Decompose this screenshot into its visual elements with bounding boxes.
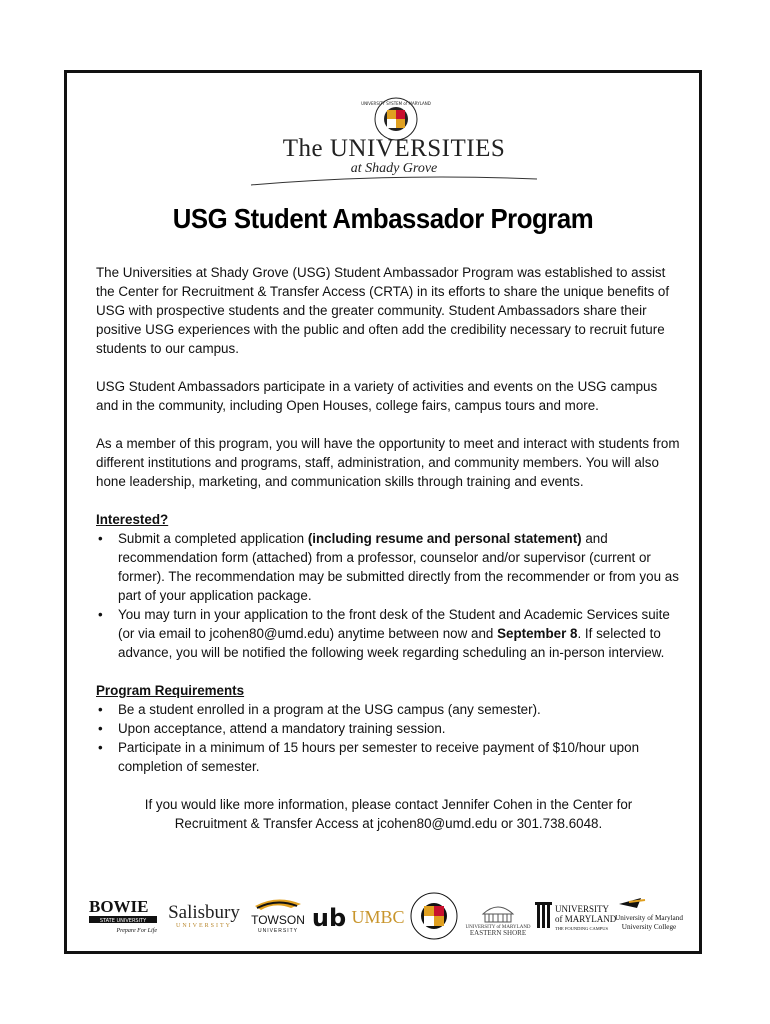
umuc-name-2: University College: [621, 923, 677, 931]
ub-logo: [311, 889, 347, 943]
usg-logo: [249, 97, 539, 189]
item-text: and recommendation form (attached) from a professor, counselor and/or supervisor (current or former). The recommendation may be submitted directly from the recommender or from you as part of your application package.: [118, 531, 679, 603]
logo-subtitle: at Shady Grove: [350, 161, 438, 176]
list-item: • Upon acceptance, attend a mandatory training session.: [96, 719, 681, 738]
item-text: You may turn in your application to the front desk of the Student and Academic Services suite (or via email to jcohen80@umd.edu) anytime between now and: [118, 607, 670, 641]
umbc-name: UMBC: [351, 907, 405, 927]
bowie-logo-art: [87, 894, 159, 938]
seal-text: UNIVERSITY SYSTEM of MARYLAND: [361, 101, 431, 106]
requirements-section: [96, 681, 681, 776]
contact-info: If you would like more information, please contact Jennifer Cohen in the Center for Recruitment & Transfer Access at jcohen80@umd.edu or 301.738.6048.: [144, 797, 633, 831]
flyer-page: [64, 70, 702, 954]
umb-seal-icon: [409, 891, 459, 941]
salisbury-name: Salisbury: [168, 902, 240, 923]
page-title: USG Student Ambassador Program: [172, 203, 594, 234]
umes-name: UNIVERSITY of MARYLAND: [465, 925, 531, 930]
umuc-logo: [615, 889, 683, 943]
requirements-list: [96, 700, 681, 776]
bowie-sub: STATE UNIVERSITY: [99, 918, 147, 924]
activities-paragraph: USG Student Ambassadors participate in a variety of activities and events on the USG campus and in the community, including Open Houses, college fairs, campus tours and more.: [96, 379, 658, 413]
deadline-text: September 8: [497, 626, 578, 641]
ub-name: ub: [311, 904, 347, 932]
salisbury-logo: [163, 889, 245, 943]
umes-sub: EASTERN SHORE: [469, 929, 527, 937]
intro-paragraph: The Universities at Shady Grove (USG) Student Ambassador Program was established to assist the Center for Recruitment & Transfer Access (CRTA) in its efforts to share the unique benefits of USG with prospective students and the greater community. Student Ambassadors share their positive USG experiences with the public and often add the credibility necessary to recruit future students to our campus.: [96, 265, 670, 356]
salisbury-logo-art: [163, 894, 245, 938]
towson-name: TOWSON: [251, 913, 305, 927]
towson-logo-art: [247, 894, 309, 938]
bowie-logo: [87, 889, 159, 943]
requirements-heading: Program Requirements: [96, 683, 245, 698]
item-text: . If selected to advance, you will be notified the following week regarding scheduling an in-person interview.: [118, 626, 665, 660]
interested-section: [96, 510, 681, 662]
umcp-logo: [535, 889, 617, 943]
ub-logo-art: [311, 894, 347, 938]
item-bold-text: (including resume and personal statement): [307, 531, 582, 546]
partner-logos: [87, 889, 683, 943]
umb-seal-logo: [409, 889, 459, 943]
umes-logo: [463, 889, 533, 943]
logo-swoosh: [249, 175, 539, 187]
logo-name: The UNIVERSITIES: [282, 135, 506, 162]
umcp-logo-art: [535, 894, 617, 938]
umuc-name: University of Maryland: [615, 914, 683, 922]
list-item: [96, 605, 681, 662]
umbc-logo: [349, 889, 407, 943]
benefits-paragraph: As a member of this program, you will have the opportunity to meet and interact with students from different institutions and programs, staff, administration, and community members. You will also hone leadership, marketing, and communication skills through training and events.: [96, 436, 680, 489]
list-item: [96, 529, 681, 605]
towson-sub: UNIVERSITY: [257, 928, 299, 934]
list-item: • Participate in a minimum of 15 hours per semester to receive payment of $10/hour upon completion of semester.: [96, 738, 681, 776]
interested-list: [96, 529, 681, 662]
umes-logo-art: [463, 894, 533, 938]
towson-logo: [247, 889, 309, 943]
salisbury-sub: UNIVERSITY: [176, 923, 232, 929]
umcp-name-2: of MARYLAND: [555, 914, 617, 924]
interested-heading: Interested?: [96, 512, 169, 527]
bowie-name: BOWIE: [89, 897, 149, 916]
list-item: • Be a student enrolled in a program at the USG campus (any semester).: [96, 700, 681, 719]
item-text: Submit a completed application: [118, 531, 308, 546]
umcp-sub: THE FOUNDING CAMPUS: [555, 926, 609, 931]
bowie-tagline: Prepare For Life: [116, 928, 157, 934]
umcp-name: UNIVERSITY: [555, 904, 609, 914]
body-text: [96, 263, 681, 833]
umbc-logo-art: [349, 894, 407, 938]
umuc-logo-art: [615, 894, 683, 938]
